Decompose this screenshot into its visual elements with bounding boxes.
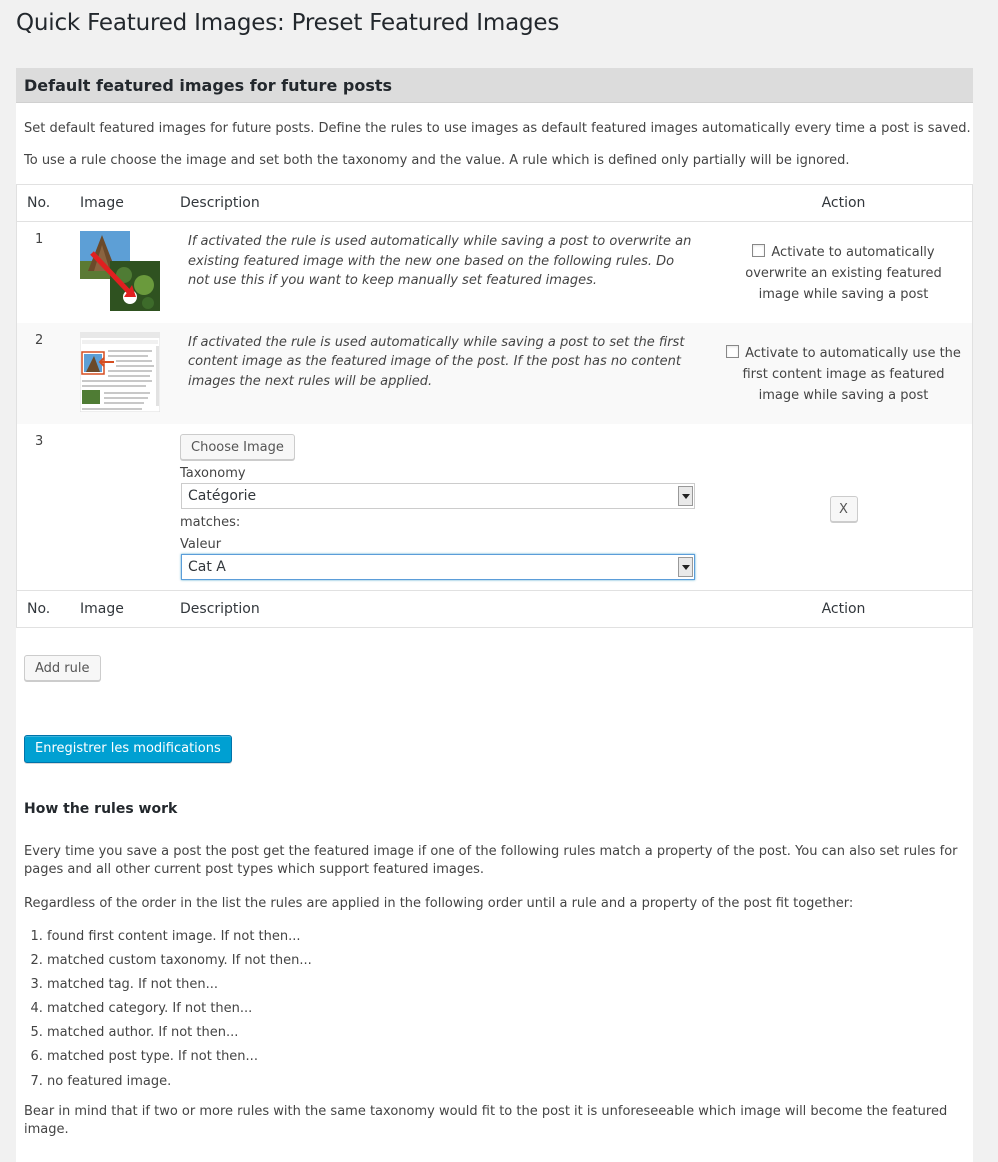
overwrite-checkbox-label: Activate to automatically overwrite an existing featured image while saving a post: [745, 245, 942, 302]
header-action: Action: [715, 185, 973, 222]
list-item: 3. matched tag. If not then...: [47, 973, 312, 997]
intro-text-1: Set default featured images for future posts. Define the rules to use images as default featured images automatically every time a post is saved.: [24, 121, 971, 136]
rule-number: 2: [35, 332, 44, 348]
list-item: 7. no featured image.: [47, 1070, 312, 1094]
content-image-icon: [80, 332, 160, 412]
rule-image-cell: [80, 424, 180, 591]
intro-text-2: To use a rule choose the image and set both the taxonomy and the value. A rule which is defined only partially will be ignored.: [24, 153, 850, 168]
list-item: 5. matched author. If not then...: [47, 1021, 312, 1045]
list-item: 2. matched custom taxonomy. If not then...: [47, 949, 312, 973]
footer-action: Action: [715, 591, 973, 628]
rule-image-cell: [80, 222, 180, 323]
panel-title: Default featured images for future posts: [24, 76, 393, 95]
overwrite-checkbox[interactable]: [752, 244, 765, 257]
table-row: [17, 424, 973, 591]
rule-action: [715, 424, 973, 591]
overwrite-image-icon: [80, 231, 160, 311]
value-select[interactable]: [181, 554, 695, 580]
table-row: [17, 323, 973, 424]
list-item: 6. matched post type. If not then...: [47, 1045, 312, 1069]
table-footer-row: [17, 591, 973, 628]
value-select-value: Cat A: [188, 558, 226, 575]
table-row: [17, 222, 973, 323]
rules-order-list: [24, 925, 312, 1094]
page-title: Quick Featured Images: Preset Featured Images: [16, 10, 560, 36]
first-image-checkbox[interactable]: [726, 345, 739, 358]
list-item: 1. found first content image. If not then...: [47, 925, 312, 949]
taxonomy-label: Taxonomy: [180, 465, 246, 481]
help-paragraph-2: Regardless of the order in the list the rules are applied in the following order until a rule and a property of the post fit together:: [24, 896, 854, 911]
rules-table: [16, 184, 973, 628]
help-title: How the rules work: [24, 801, 178, 817]
chevron-down-icon: [678, 486, 693, 506]
matches-label: matches:: [180, 514, 241, 530]
rule-number: 3: [35, 433, 44, 449]
rule-description: If activated the rule is used automatically while saving a post to overwrite an existing featured image with the new one based on the following rules. Do not use this if you want to keep manually set featured images.: [188, 234, 692, 288]
save-changes-button[interactable]: Enregistrer les modifications: [24, 735, 232, 763]
footer-no: No.: [17, 591, 81, 628]
panel-header: [16, 68, 973, 103]
first-image-checkbox-label: Activate to automatically use the first content image as featured image while saving a post: [742, 345, 961, 403]
value-label: Valeur: [180, 536, 222, 552]
footer-description: Description: [180, 591, 715, 628]
rule-image-cell: [80, 323, 180, 424]
help-paragraph-1: Every time you save a post the post get the featured image if one of the following rules match a property of the post. You can also set rules for pages and all other current post types which support featured images.: [24, 844, 958, 877]
header-no: No.: [17, 185, 81, 222]
rule-action: [715, 222, 973, 323]
rule-action: [715, 323, 973, 424]
table-header-row: [17, 185, 973, 222]
header-image: Image: [80, 185, 180, 222]
rule-description: If activated the rule is used automatically while saving a post to set the first content image as the featured image of the post. If the post has no content images the next rules will be applied.: [188, 334, 685, 389]
footer-image: Image: [80, 591, 180, 628]
choose-image-button[interactable]: Choose Image: [180, 434, 295, 460]
help-paragraph-3: Bear in mind that if two or more rules with the same taxonomy would fit to the post it is unforeseeable which image will become the featured image.: [24, 1104, 948, 1137]
chevron-down-icon: [678, 557, 693, 577]
add-rule-button[interactable]: Add rule: [24, 655, 101, 681]
taxonomy-select[interactable]: [181, 483, 695, 509]
rule-number: 1: [35, 232, 44, 247]
remove-rule-button[interactable]: X: [830, 496, 858, 522]
settings-panel: [16, 68, 973, 1162]
taxonomy-select-value: Catégorie: [188, 487, 257, 504]
header-description: Description: [180, 185, 715, 222]
rule-fields: [180, 424, 715, 591]
list-item: 4. matched category. If not then...: [47, 997, 312, 1021]
